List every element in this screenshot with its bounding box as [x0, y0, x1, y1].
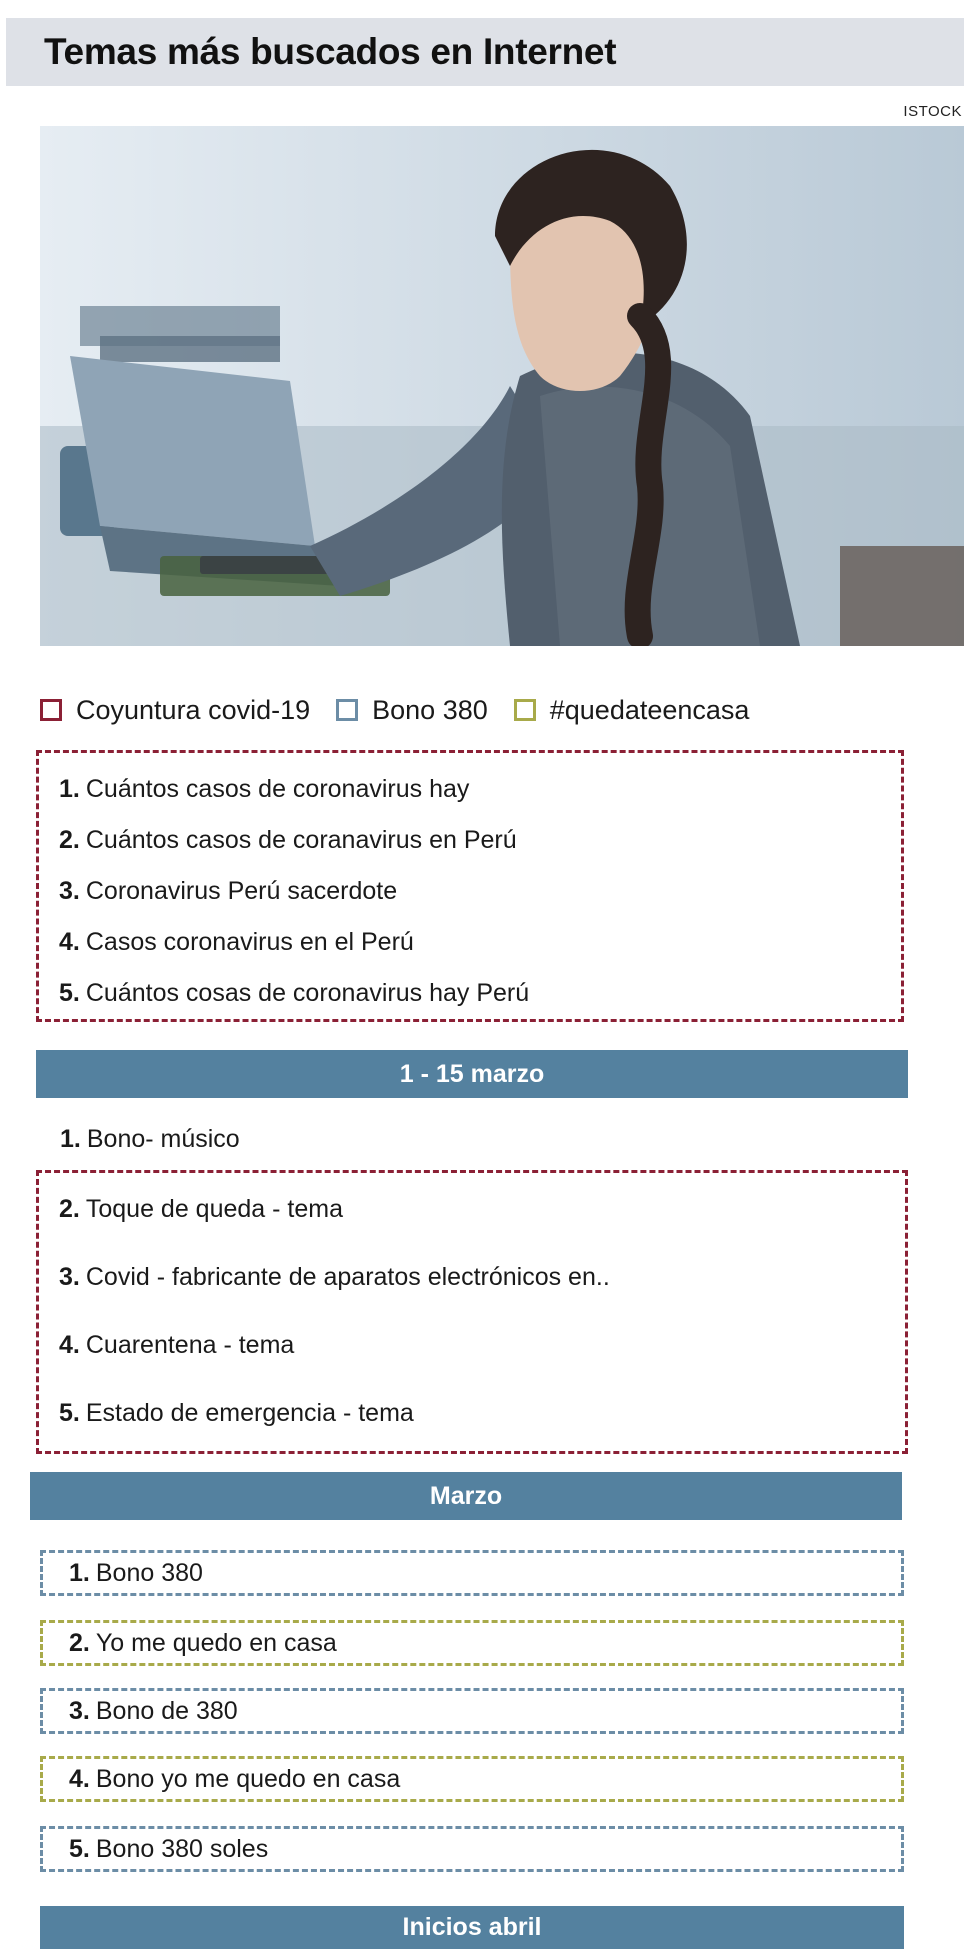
legend-label: #quedateencasa	[549, 694, 750, 725]
section-band-inicios-abril: Inicios abril	[40, 1906, 904, 1949]
legend-label: Coyuntura covid-19	[76, 694, 311, 725]
list-item: 3. Covid - fabricante de aparatos electrónicos en..	[59, 1263, 610, 1291]
list-item: 3. Bono de 380	[40, 1688, 904, 1734]
header-photo	[40, 126, 964, 646]
legend-item-bono	[336, 695, 488, 726]
legend-item-coyuntura	[40, 695, 310, 726]
list-item: 1. Cuántos casos de coronavirus hay	[59, 775, 470, 803]
list-item: 2. Cuántos casos de coranavirus en Perú	[59, 826, 517, 854]
section-band-marzo: Marzo	[30, 1472, 902, 1520]
list-item: 5. Cuántos cosas de coronavirus hay Perú	[59, 979, 530, 1007]
list-item: 5. Bono 380 soles	[40, 1826, 904, 1872]
list-item: 4. Bono yo me quedo en casa	[40, 1756, 904, 1802]
legend	[40, 692, 775, 728]
legend-swatch-olive	[514, 699, 536, 721]
page-title: Temas más buscados en Internet	[44, 31, 617, 72]
legend-item-quedate	[514, 695, 750, 726]
list-item: 1. Bono- músico	[60, 1125, 240, 1153]
list-item: 4. Casos coronavirus en el Perú	[59, 928, 414, 956]
list-item: 4. Cuarentena - tema	[59, 1331, 295, 1359]
list-item: 5. Estado de emergencia - tema	[59, 1399, 414, 1427]
covid-topics-box-2	[36, 1170, 908, 1454]
legend-label: Bono 380	[372, 694, 488, 725]
photo-credit: ISTOCK	[903, 103, 962, 120]
legend-swatch-blue	[336, 699, 358, 721]
list-item: 3. Coronavirus Perú sacerdote	[59, 877, 398, 905]
list-item: 2. Toque de queda - tema	[59, 1195, 343, 1223]
list-item: 1. Bono 380	[40, 1550, 904, 1596]
covid-topics-box	[36, 750, 904, 1022]
list-item: 2. Yo me quedo en casa	[40, 1620, 904, 1666]
title-bar	[6, 18, 964, 86]
legend-swatch-red	[40, 699, 62, 721]
section-band-1-15-marzo: 1 - 15 marzo	[36, 1050, 908, 1098]
